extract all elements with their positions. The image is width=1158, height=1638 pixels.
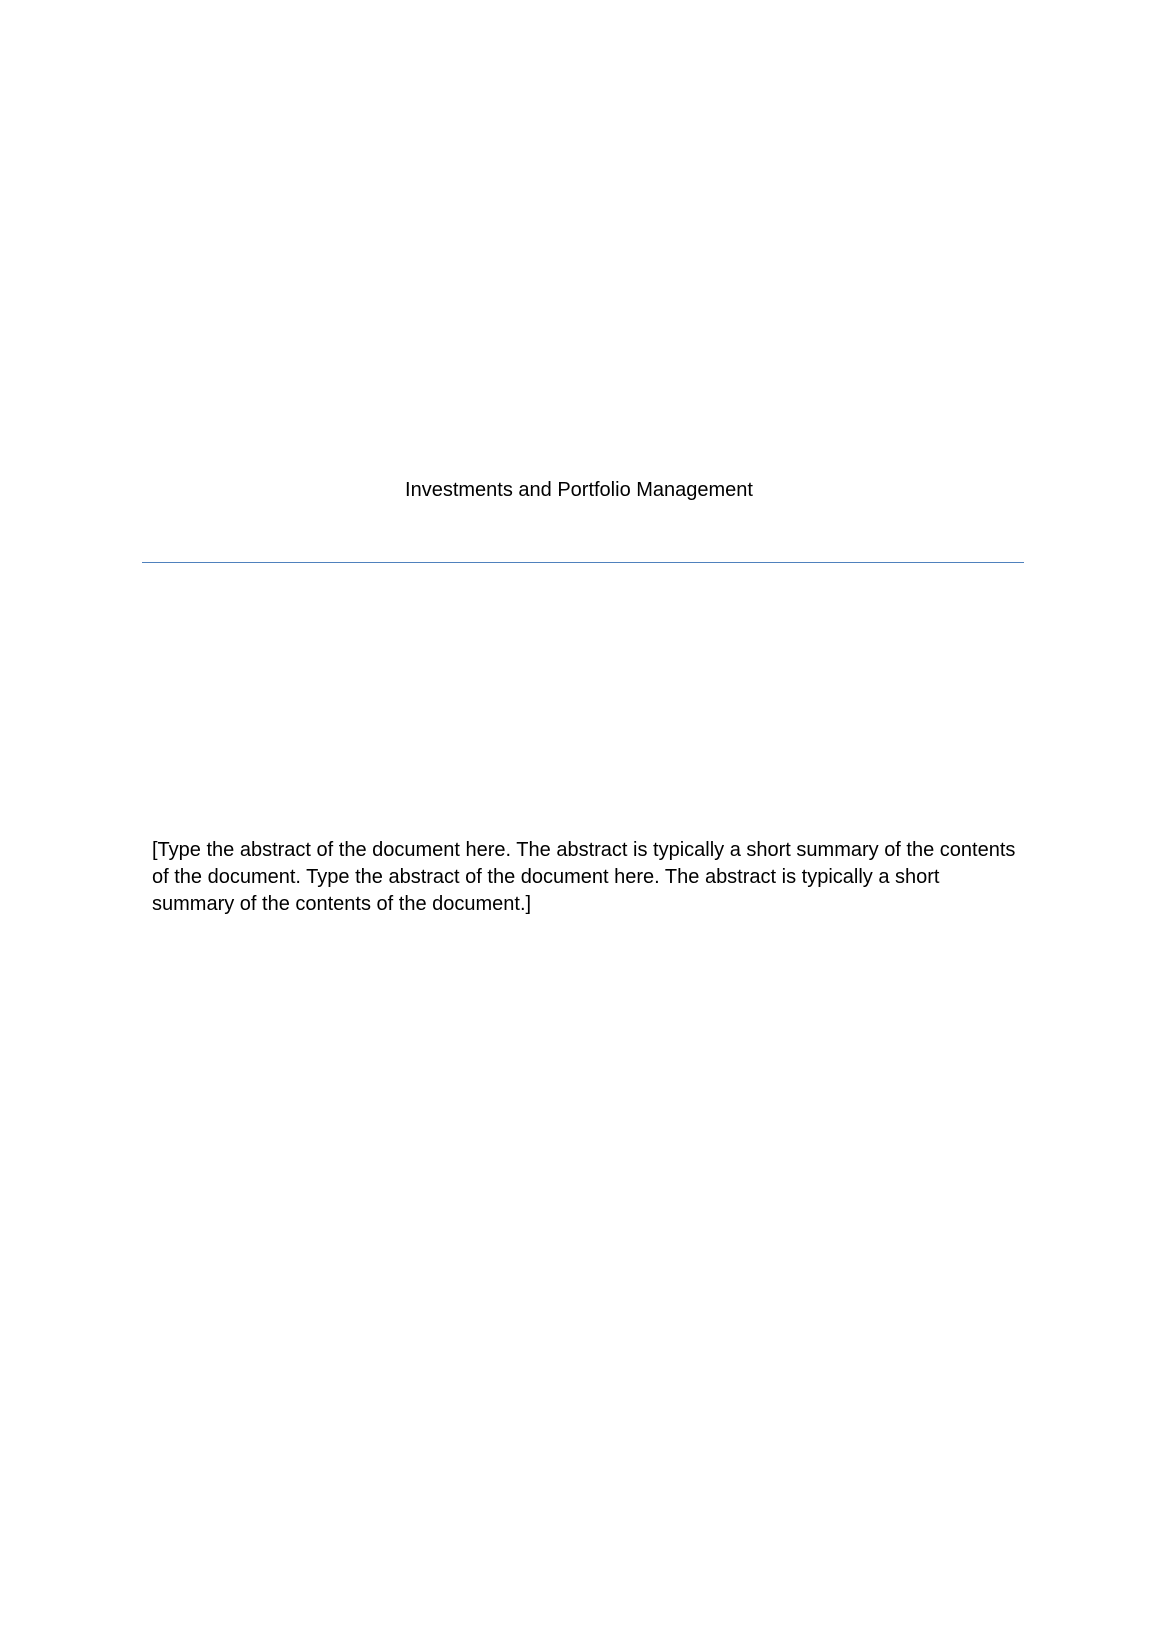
title-divider [142, 562, 1024, 563]
document-abstract[interactable]: [Type the abstract of the document here. The abstract is typically a short summary of the contents of the document. Type the abstract of the document here. The abstract is typically a short summary of the contents of the document.] [152, 839, 1016, 915]
document-title: Investments and Portfolio Management [405, 479, 753, 501]
